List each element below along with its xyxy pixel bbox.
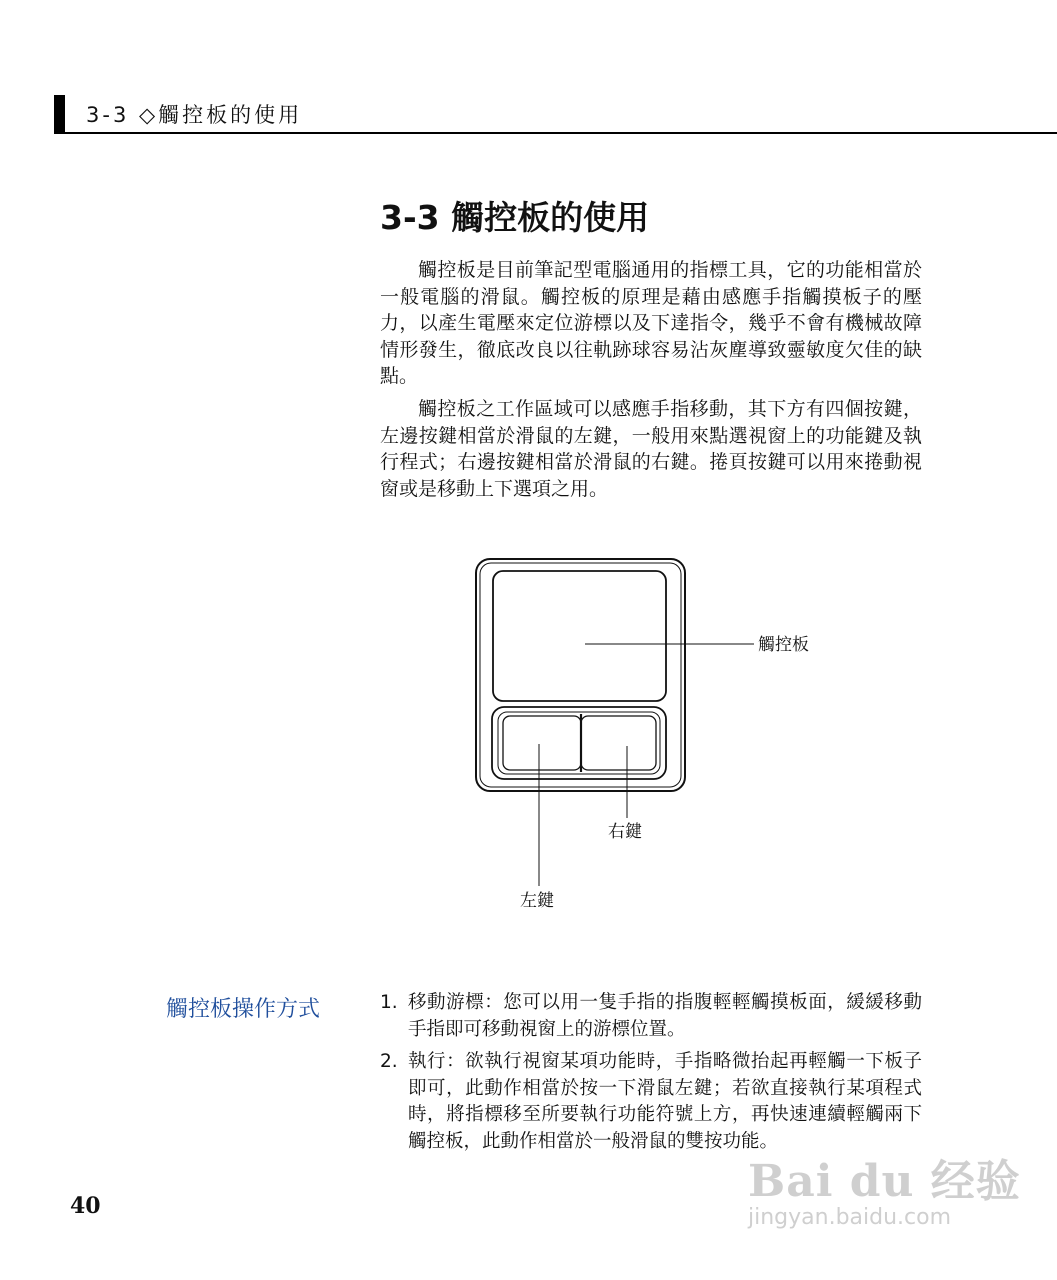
touchpad-button-housing-inner bbox=[498, 712, 660, 774]
list-item-number: 2. bbox=[380, 1051, 398, 1072]
touchpad-label: 觸控板 bbox=[758, 635, 809, 655]
left-button bbox=[503, 716, 581, 770]
watermark-url: jingyan.baidu.com bbox=[748, 1205, 952, 1230]
buttons-paragraph: 觸控板之工作區域可以感應手指移動，其下方有四個按鍵，左邊按鍵相當於滑鼠的左鍵，一般用來點選視窗上的功能鍵及執行程式；右邊按鍵相當於滑鼠的右鍵。捲頁按鍵可以用來捲動視窗或是移動上下選項之用。 bbox=[380, 398, 922, 500]
list-item-text: 執行：欲執行視窗某項功能時，手指略微抬起再輕觸一下板子即可，此動作相當於按一下滑鼠左鍵；若欲直接執行某項程式時，將指標移至所要執行功能符號上方，再快速連續輕觸兩下觸控板，此動作相當於一般滑鼠的雙按功能。 bbox=[408, 1051, 922, 1152]
list-item-text: 移動游標：您可以用一隻手指的指腹輕輕觸摸板面，緩緩移動手指即可移動視窗上的游標位置。 bbox=[408, 992, 922, 1040]
header-bar bbox=[54, 95, 65, 134]
left-button-label: 左鍵 bbox=[520, 891, 554, 911]
running-header: 3-3 ◇觸控板的使用 bbox=[86, 103, 303, 127]
operation-list bbox=[380, 990, 922, 1161]
list-item-number: 1. bbox=[380, 992, 398, 1013]
list-item bbox=[380, 990, 922, 1043]
section-title: 3-3 觸控板的使用 bbox=[380, 198, 650, 237]
watermark-logo: Bai du 经验 bbox=[748, 1156, 1021, 1207]
intro-paragraph: 觸控板是目前筆記型電腦通用的指標工具，它的功能相當於一般電腦的滑鼠。觸控板的原理是藉由感應手指觸摸板子的壓力，以產生電壓來定位游標以及下達指令，幾乎不會有機械故障情形發生，徹底改良以往軌跡球容易沾灰塵導致靈敏度欠佳的缺點。 bbox=[380, 259, 922, 387]
watermark bbox=[748, 1145, 1021, 1235]
touchpad-diagram bbox=[470, 555, 850, 915]
touchpad-surface bbox=[493, 571, 666, 701]
list-item bbox=[380, 1049, 922, 1155]
side-heading: 觸控板操作方式 bbox=[166, 997, 321, 1022]
right-button-label: 右鍵 bbox=[608, 822, 642, 842]
header-rule bbox=[54, 132, 1057, 134]
page-number: 40 bbox=[70, 1193, 101, 1219]
right-button bbox=[581, 716, 656, 770]
